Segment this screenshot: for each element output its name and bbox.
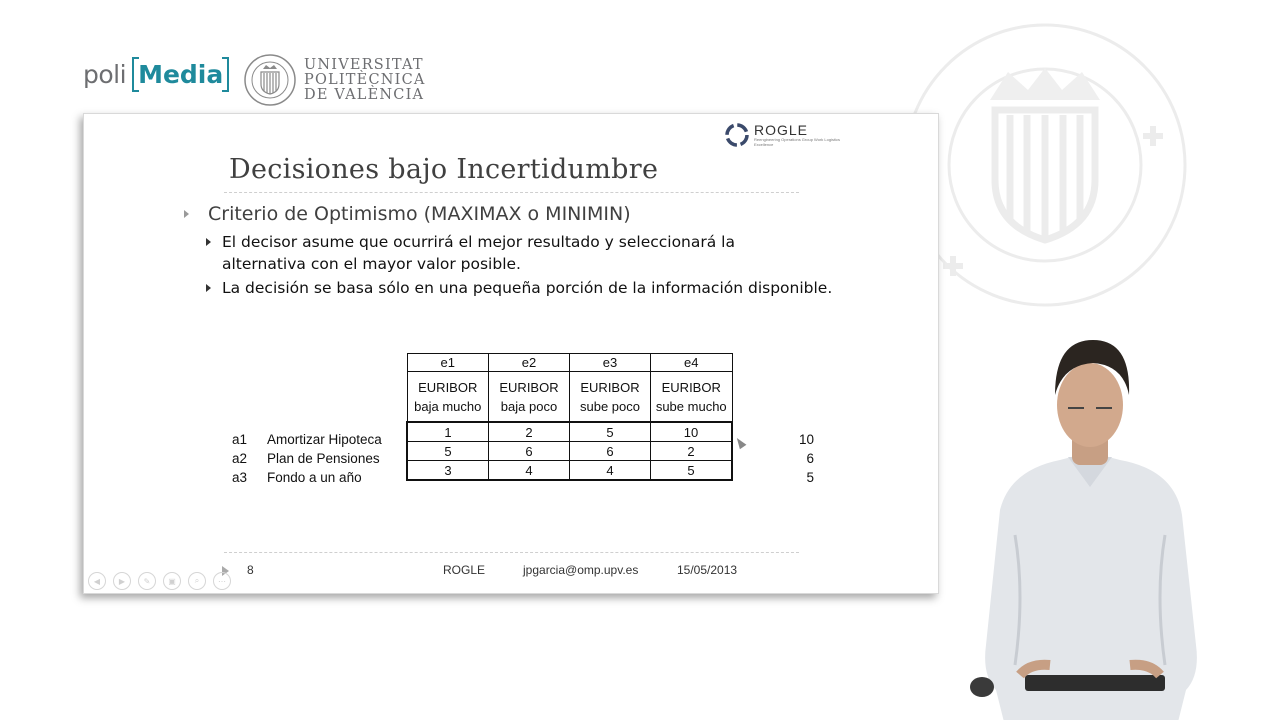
table-description-row — [407, 372, 732, 423]
rogle-ring-icon — [724, 122, 750, 148]
rogle-logo — [724, 122, 844, 148]
pen-icon[interactable]: ✎ — [138, 572, 156, 590]
background-seal-watermark — [895, 15, 1195, 315]
main-bullet — [184, 203, 631, 225]
table-cell: 6 — [489, 442, 570, 461]
presentation-slide — [83, 113, 939, 594]
sub-bullet — [206, 231, 806, 275]
upv-seal-icon — [244, 54, 296, 106]
polimedia-logo-poli: poli — [83, 60, 127, 89]
rogle-logo-subtitle: Reengineering Operations Group Work Logistics Excellence — [754, 137, 840, 147]
upv-name — [304, 58, 426, 103]
state-header: e3 — [570, 354, 651, 372]
table-cell: 2 — [489, 422, 570, 442]
footer-email: jpgarcia@omp.upv.es — [523, 563, 639, 577]
alternative-name: Amortizar Hipoteca — [267, 432, 382, 447]
footer-divider — [224, 552, 799, 553]
table-cell: 6 — [570, 442, 651, 461]
state-header: e2 — [489, 354, 570, 372]
footer-date: 15/05/2013 — [677, 563, 738, 577]
state-description: EURIBOR sube mucho — [651, 372, 733, 423]
main-bullet-text: Criterio de Optimismo (MAXIMAX o MINIMIN) — [208, 203, 631, 225]
bullet-arrow-icon — [184, 210, 189, 218]
table-cell: 4 — [570, 461, 651, 481]
title-divider — [224, 192, 799, 193]
more-options-icon[interactable]: ⋯ — [213, 572, 231, 590]
mouse-cursor-icon — [734, 436, 747, 450]
slide-title: Decisiones bajo Incertidumbre — [229, 154, 659, 185]
slides-overview-icon[interactable]: ▣ — [163, 572, 181, 590]
table-row — [407, 422, 732, 442]
slideshow-controls — [88, 572, 231, 590]
table-cell: 5 — [407, 442, 489, 461]
alternative-id: a1 — [232, 432, 248, 447]
table-row — [407, 442, 732, 461]
bullet-arrow-icon — [206, 284, 211, 292]
state-header: e4 — [651, 354, 733, 372]
max-value: 5 — [806, 470, 814, 485]
table-cell: 4 — [489, 461, 570, 481]
max-value: 10 — [798, 432, 814, 447]
table-cell: 5 — [651, 461, 733, 481]
upv-logo — [244, 54, 426, 106]
table-header-row — [407, 354, 732, 372]
state-description: EURIBOR sube poco — [570, 372, 651, 423]
max-value: 6 — [806, 451, 814, 466]
polimedia-logo-media: Media — [132, 60, 229, 89]
table-cell: 10 — [651, 422, 733, 442]
presenter-figure — [960, 335, 1220, 720]
previous-slide-icon[interactable]: ◀ — [88, 572, 106, 590]
table-cell: 5 — [570, 422, 651, 442]
bullet-arrow-icon — [206, 238, 211, 246]
alternative-name: Fondo a un año — [267, 470, 362, 485]
table-cell: 3 — [407, 461, 489, 481]
sub-bullet — [206, 277, 846, 299]
alternative-name: Plan de Pensiones — [267, 451, 380, 466]
upv-name-line: POLITÈCNICA — [304, 71, 426, 88]
sub-bullet-text: La decisión se basa sólo en una pequeña porción de la información disponible. — [222, 279, 833, 297]
footer-page-number: 8 — [247, 563, 254, 577]
upv-name-line: UNIVERSITAT — [304, 56, 424, 73]
state-description: EURIBOR baja mucho — [407, 372, 489, 423]
state-description: EURIBOR baja poco — [489, 372, 570, 423]
table-row — [407, 461, 732, 481]
state-header: e1 — [407, 354, 489, 372]
sub-bullet-text: El decisor asume que ocurrirá el mejor resultado y seleccionará la alternativa con el mayor valor posible. — [222, 233, 735, 273]
zoom-icon[interactable]: ⌕ — [188, 572, 206, 590]
table-cell: 1 — [407, 422, 489, 442]
decision-table — [406, 353, 733, 481]
next-slide-icon[interactable]: ▶ — [113, 572, 131, 590]
footer-group: ROGLE — [443, 563, 486, 577]
alternative-id: a3 — [232, 470, 248, 485]
upv-name-line: DE VALÈNCIA — [304, 86, 425, 103]
alternative-id: a2 — [232, 451, 248, 466]
rogle-logo-name: ROGLE — [754, 122, 809, 138]
polimedia-logo — [83, 60, 229, 89]
table-cell: 2 — [651, 442, 733, 461]
